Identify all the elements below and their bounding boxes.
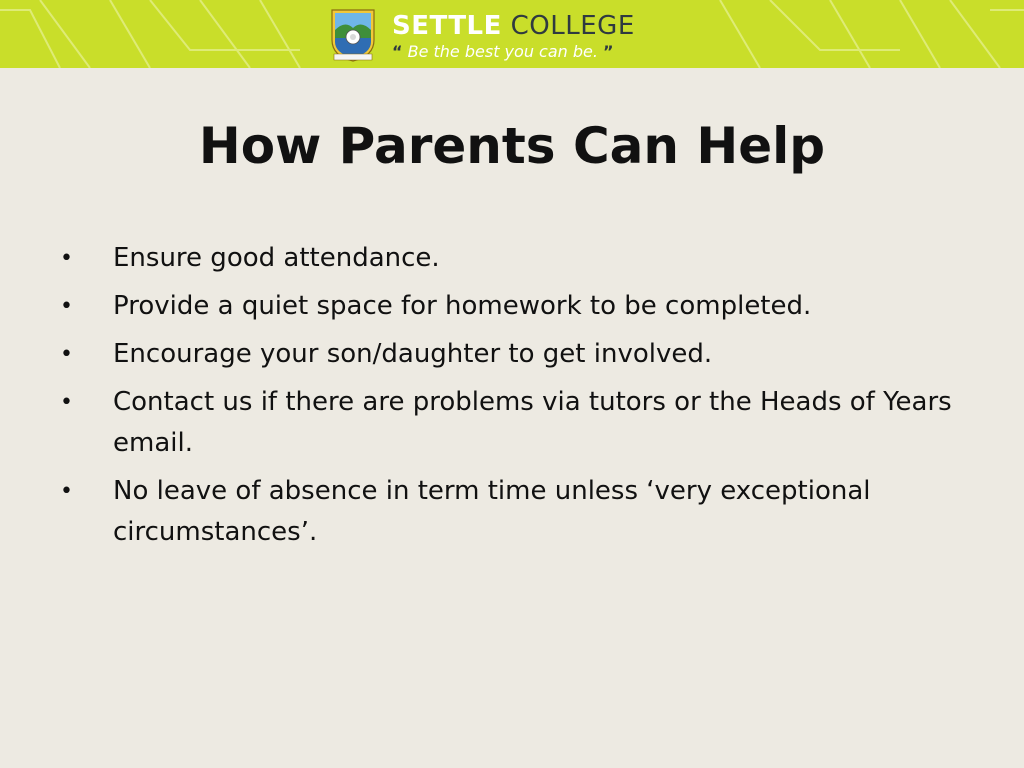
bullet-dot-icon: • — [60, 294, 73, 319]
brand-primary: SETTLE — [392, 11, 502, 41]
quote-open-icon: “ — [392, 42, 403, 61]
brand-secondary: COLLEGE — [510, 11, 635, 41]
school-logo — [326, 6, 706, 64]
bullet-item — [60, 382, 960, 464]
bullet-dot-icon: • — [60, 246, 73, 271]
bullet-dot-icon: • — [60, 342, 73, 367]
tagline — [392, 42, 614, 62]
header-banner — [0, 0, 1024, 68]
bullet-dot-icon: • — [60, 390, 73, 415]
bullet-list — [60, 238, 960, 560]
slide-title: How Parents Can Help — [198, 117, 826, 175]
bullet-text: Encourage your son/daughter to get involved. — [113, 339, 713, 369]
bullet-dot-icon: • — [60, 479, 73, 504]
bullet-text: Ensure good attendance. — [113, 243, 440, 273]
brand-name — [392, 12, 635, 40]
bullet-item — [60, 286, 960, 327]
bullet-item — [60, 471, 960, 553]
bullet-text: Provide a quiet space for homework to be completed. — [113, 291, 812, 321]
bullet-item — [60, 334, 960, 375]
bullet-item — [60, 238, 960, 279]
school-crest-icon — [328, 8, 378, 62]
quote-close-icon: ” — [603, 42, 614, 61]
tagline-text: Be the best you can be. — [407, 42, 598, 61]
bullet-text: No leave of absence in term time unless ‘very exceptional circumstances’. — [113, 476, 871, 547]
bullet-text: Contact us if there are problems via tutors or the Heads of Years email. — [113, 387, 952, 458]
